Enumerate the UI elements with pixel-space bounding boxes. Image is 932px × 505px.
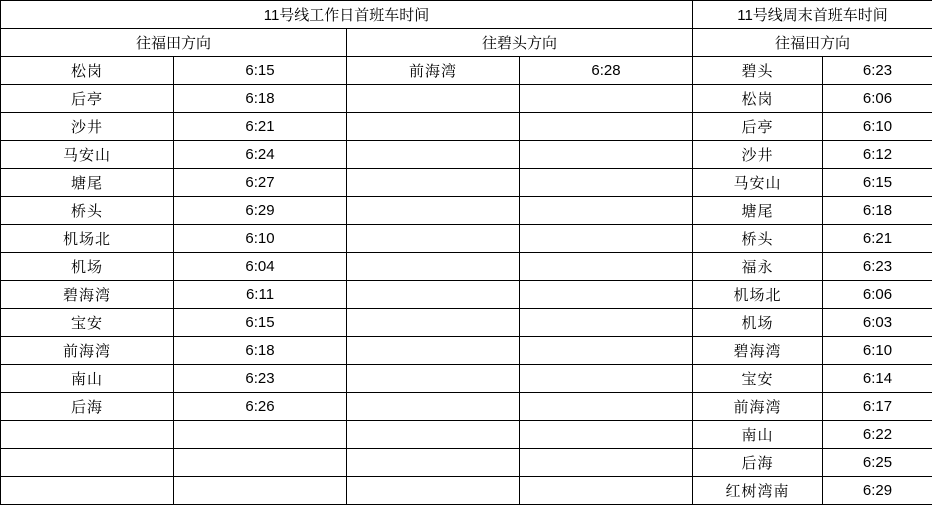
departure-time: 6:03 — [823, 309, 932, 337]
departure-time: 6:15 — [174, 57, 347, 85]
empty-cell — [347, 197, 520, 225]
empty-cell — [1, 449, 174, 477]
weekend-timetable — [692, 0, 932, 505]
table-row — [693, 253, 932, 281]
table-row — [693, 29, 932, 57]
empty-cell — [347, 113, 520, 141]
weekend-title: 11号线周末首班车时间 — [693, 1, 932, 29]
station-name: 马安山 — [693, 169, 823, 197]
empty-cell — [347, 141, 520, 169]
departure-time: 6:11 — [174, 281, 347, 309]
table-row — [1, 281, 693, 309]
station-name: 机场北 — [1, 225, 174, 253]
empty-cell — [347, 281, 520, 309]
station-name: 后亭 — [1, 85, 174, 113]
departure-time: 6:24 — [174, 141, 347, 169]
empty-cell — [347, 309, 520, 337]
empty-cell — [347, 421, 520, 449]
table-row — [1, 449, 693, 477]
weekday-direction-futian: 往福田方向 — [1, 29, 347, 57]
weekday-direction-bitou: 往碧头方向 — [347, 29, 693, 57]
station-name: 前海湾 — [347, 57, 520, 85]
station-name: 马安山 — [1, 141, 174, 169]
departure-time: 6:28 — [520, 57, 693, 85]
empty-cell — [174, 477, 347, 505]
table-row — [693, 225, 932, 253]
departure-time: 6:29 — [823, 477, 932, 505]
departure-time: 6:29 — [174, 197, 347, 225]
station-name: 桥头 — [693, 225, 823, 253]
empty-cell — [347, 253, 520, 281]
empty-cell — [347, 365, 520, 393]
empty-cell — [347, 477, 520, 505]
station-name: 沙井 — [1, 113, 174, 141]
station-name: 机场 — [1, 253, 174, 281]
weekday-title: 11号线工作日首班车时间 — [1, 1, 693, 29]
departure-time: 6:22 — [823, 421, 932, 449]
table-row — [1, 253, 693, 281]
table-row — [693, 1, 932, 29]
empty-cell — [520, 421, 693, 449]
departure-time: 6:06 — [823, 281, 932, 309]
station-name: 碧海湾 — [693, 337, 823, 365]
empty-cell — [1, 477, 174, 505]
table-row — [693, 281, 932, 309]
station-name: 碧头 — [693, 57, 823, 85]
departure-time: 6:27 — [174, 169, 347, 197]
station-name: 机场北 — [693, 281, 823, 309]
empty-cell — [520, 281, 693, 309]
station-name: 南山 — [693, 421, 823, 449]
table-row — [693, 85, 932, 113]
departure-time: 6:23 — [174, 365, 347, 393]
empty-cell — [520, 393, 693, 421]
empty-cell — [1, 421, 174, 449]
departure-time: 6:10 — [823, 337, 932, 365]
departure-time: 6:21 — [823, 225, 932, 253]
empty-cell — [520, 141, 693, 169]
empty-cell — [520, 365, 693, 393]
station-name: 后海 — [1, 393, 174, 421]
departure-time: 6:17 — [823, 393, 932, 421]
station-name: 南山 — [1, 365, 174, 393]
empty-cell — [520, 197, 693, 225]
empty-cell — [520, 113, 693, 141]
departure-time: 6:25 — [823, 449, 932, 477]
departure-time: 6:10 — [174, 225, 347, 253]
table-row — [1, 197, 693, 225]
departure-time: 6:18 — [823, 197, 932, 225]
station-name: 沙井 — [693, 141, 823, 169]
empty-cell — [520, 225, 693, 253]
table-row — [693, 365, 932, 393]
station-name: 后亭 — [693, 113, 823, 141]
departure-time: 6:04 — [174, 253, 347, 281]
table-row — [693, 309, 932, 337]
empty-cell — [347, 337, 520, 365]
station-name: 前海湾 — [693, 393, 823, 421]
empty-cell — [174, 421, 347, 449]
departure-time: 6:12 — [823, 141, 932, 169]
departure-time: 6:23 — [823, 57, 932, 85]
empty-cell — [520, 449, 693, 477]
departure-time: 6:26 — [174, 393, 347, 421]
empty-cell — [520, 337, 693, 365]
empty-cell — [520, 253, 693, 281]
station-name: 松岗 — [1, 57, 174, 85]
departure-time: 6:18 — [174, 85, 347, 113]
station-name: 塘尾 — [1, 169, 174, 197]
station-name: 宝安 — [693, 365, 823, 393]
station-name: 碧海湾 — [1, 281, 174, 309]
table-row — [693, 113, 932, 141]
table-row — [1, 113, 693, 141]
table-row — [693, 197, 932, 225]
table-row — [693, 337, 932, 365]
table-row — [1, 309, 693, 337]
station-name: 松岗 — [693, 85, 823, 113]
table-row — [1, 337, 693, 365]
empty-cell — [347, 85, 520, 113]
table-row — [1, 225, 693, 253]
station-name: 前海湾 — [1, 337, 174, 365]
departure-time: 6:06 — [823, 85, 932, 113]
table-row — [1, 477, 693, 505]
empty-cell — [347, 449, 520, 477]
table-row — [693, 141, 932, 169]
empty-cell — [520, 169, 693, 197]
station-name: 福永 — [693, 253, 823, 281]
departure-time: 6:18 — [174, 337, 347, 365]
departure-time: 6:10 — [823, 113, 932, 141]
empty-cell — [347, 225, 520, 253]
empty-cell — [347, 393, 520, 421]
station-name: 桥头 — [1, 197, 174, 225]
table-row — [1, 169, 693, 197]
table-row — [1, 85, 693, 113]
departure-time: 6:15 — [174, 309, 347, 337]
station-name: 宝安 — [1, 309, 174, 337]
table-row — [693, 393, 932, 421]
table-row — [1, 141, 693, 169]
table-row — [693, 169, 932, 197]
station-name: 塘尾 — [693, 197, 823, 225]
empty-cell — [520, 85, 693, 113]
station-name: 后海 — [693, 449, 823, 477]
station-name: 机场 — [693, 309, 823, 337]
departure-time: 6:23 — [823, 253, 932, 281]
table-row — [693, 449, 932, 477]
empty-cell — [347, 169, 520, 197]
table-row — [693, 477, 932, 505]
table-row — [1, 365, 693, 393]
table-row — [1, 29, 693, 57]
table-row — [1, 393, 693, 421]
station-name: 红树湾南 — [693, 477, 823, 505]
empty-cell — [174, 449, 347, 477]
departure-time: 6:21 — [174, 113, 347, 141]
weekend-direction-futian: 往福田方向 — [693, 29, 932, 57]
empty-cell — [520, 309, 693, 337]
departure-time: 6:14 — [823, 365, 932, 393]
table-row — [1, 57, 693, 85]
table-row — [693, 57, 932, 85]
table-row — [1, 1, 693, 29]
empty-cell — [520, 477, 693, 505]
table-row — [1, 421, 693, 449]
departure-time: 6:15 — [823, 169, 932, 197]
table-row — [693, 421, 932, 449]
